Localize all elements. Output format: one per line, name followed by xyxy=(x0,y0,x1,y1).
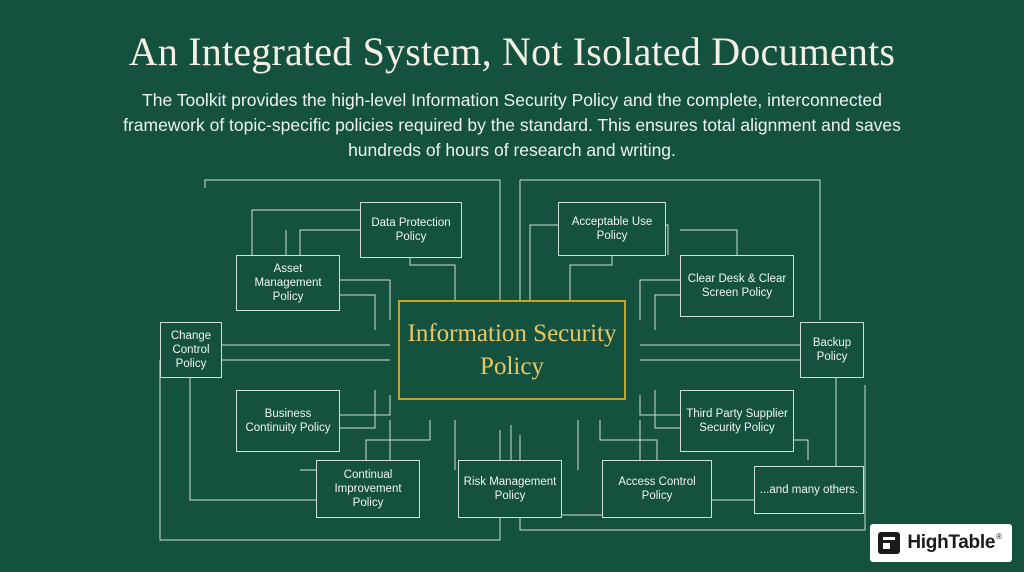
node-third-party-supplier-security-policy[interactable]: Third Party Supplier Security Policy xyxy=(680,390,794,452)
node-business-continuity-policy[interactable]: Business Continuity Policy xyxy=(236,390,340,452)
policy-framework-diagram xyxy=(0,170,1024,560)
hightable-logo xyxy=(870,524,1012,562)
node-continual-improvement-policy[interactable]: Continual Improvement Policy xyxy=(316,460,420,518)
node-asset-management-policy[interactable]: Asset Management Policy xyxy=(236,255,340,311)
center-node-label-line1: Information xyxy=(407,320,527,347)
node-acceptable-use-policy[interactable]: Acceptable Use Policy xyxy=(558,202,666,256)
node-clear-desk-clear-screen-policy[interactable]: Clear Desk & Clear Screen Policy xyxy=(680,255,794,317)
node-change-control-policy[interactable]: Change Control Policy xyxy=(160,322,222,378)
logo-trademark: ® xyxy=(996,532,1002,541)
center-node-label-line2: Security Policy xyxy=(480,320,617,380)
node-and-many-others[interactable]: ...and many others. xyxy=(754,466,864,514)
node-data-protection-policy[interactable]: Data Protection Policy xyxy=(360,202,462,258)
page-title: An Integrated System, Not Isolated Documents xyxy=(128,29,896,74)
node-access-control-policy[interactable]: Access Control Policy xyxy=(602,460,712,518)
logo-text: HighTable xyxy=(907,532,996,553)
center-node-information-security-policy[interactable] xyxy=(398,300,626,400)
node-risk-management-policy[interactable]: Risk Management Policy xyxy=(458,460,562,518)
node-backup-policy[interactable]: Backup Policy xyxy=(800,322,864,378)
table-icon xyxy=(878,532,900,554)
page-subtitle: The Toolkit provides the high-level Information Security Policy and the complete, interconnected framework of topic-specific policies required by the standard. This ensures total alignment and saves hundreds of hours of research and writing. xyxy=(123,90,901,160)
